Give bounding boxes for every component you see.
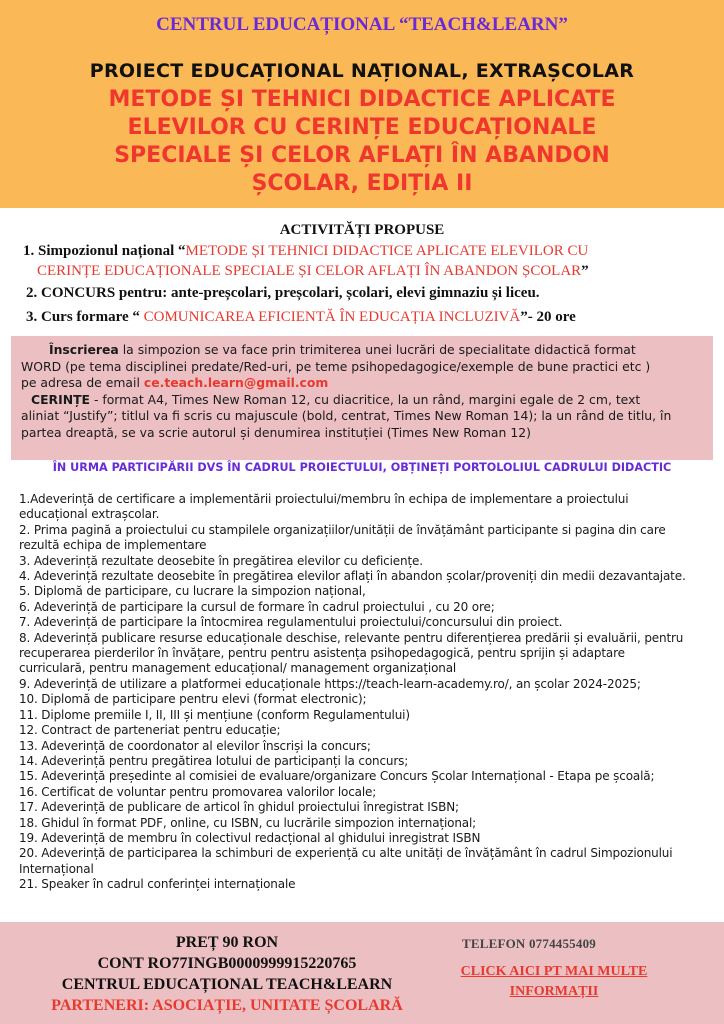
requirements-text: - format A4, Times New Roman 12, cu diacritice, la un rând, margini egale de 2 cm, text xyxy=(90,391,641,407)
benefit-item-line: 21. Speaker în cadrul conferinței internaționale xyxy=(19,877,296,892)
registration-label: Înscrierea xyxy=(49,342,119,357)
benefit-item xyxy=(19,831,719,846)
benefit-item-line: 11. Diplome premiile I, II, III și mențiune (conform Regulamentului) xyxy=(19,707,410,722)
email-address[interactable]: ce.teach.learn@gmail.com xyxy=(143,375,329,391)
benefit-item xyxy=(19,769,719,784)
benefit-item xyxy=(19,631,719,677)
requirements-line: aliniat “Justify”; titlul va fi scris cu majuscule (bold, centrat, Times New Roman 14); la un rând de titlu, în xyxy=(21,408,672,424)
benefit-item-line: recuperarea pierderilor în învățare, pentru pentru asistența psihopedagogică, pentru sprijin și adaptare xyxy=(19,646,625,661)
benefit-item xyxy=(19,584,719,599)
benefit-item-line: 20. Adeverință de participarea la schimburi de experiență cu alte unități de învățământ în cadrul Simpozionului xyxy=(19,846,673,861)
benefit-item-line: curriculară, pentru management educațional/ management organizațional xyxy=(19,661,457,676)
activity-3-title: COMUNICAREA EFICIENTĂ ÎN EDUCAȚIA INCLUZIVĂ xyxy=(139,309,521,325)
activity-1-title-cont: CERINȚE EDUCAȚIONALE SPECIALE ȘI CELOR AFLAȚI ÎN ABANDON ȘCOLAR xyxy=(37,263,582,279)
benefit-item xyxy=(19,523,719,554)
registration-email-label: pe adresa de email xyxy=(21,375,144,391)
benefit-item-line: 8. Adeverință publicare resurse educaționale deschise, relevante pentru diferențierea predării și evaluării, pentru xyxy=(19,630,684,645)
benefit-item-line: 5. Diplomă de participare, cu lucrare la simpozion național, xyxy=(19,584,366,599)
header-banner xyxy=(0,0,724,208)
more-info-link[interactable] xyxy=(446,962,662,1002)
bank-account: CONT RO77INGB0000999915220765 xyxy=(97,955,357,972)
benefit-item xyxy=(19,677,719,692)
footer-panel xyxy=(0,922,724,1024)
benefit-item xyxy=(19,615,719,630)
center-name: CENTRUL EDUCAȚIONAL “TEACH&LEARN” xyxy=(156,14,568,35)
activity-2-text: 2. CONCURS pentru: ante-preșcolari, preșcolari, școlari, elevi gimnaziu și liceu. xyxy=(26,285,540,301)
benefit-item xyxy=(19,600,719,615)
project-title-line: ELEVILOR CU CERINȚE EDUCAȚIONALE xyxy=(127,115,597,140)
benefit-item-line: 9. Adeverință de utilizare a platformei educaționale https://teach-learn-academy.ro/, an școlar 2024-2025; xyxy=(19,676,641,691)
benefit-item xyxy=(19,754,719,769)
activity-1-suffix: ” xyxy=(581,263,589,279)
project-title xyxy=(40,86,684,198)
registration-box xyxy=(11,336,713,460)
requirements-label: CERINȚE xyxy=(31,391,90,407)
price: PREȚ 90 RON xyxy=(175,934,279,951)
benefit-item xyxy=(19,785,719,800)
activity-2 xyxy=(0,283,724,303)
benefit-item xyxy=(19,846,719,877)
benefit-item xyxy=(19,554,719,569)
activities-section xyxy=(0,222,724,327)
benefit-item-line: 10. Diplomă de participare pentru elevi (format electronic); xyxy=(19,692,367,707)
benefit-item xyxy=(19,800,719,815)
registration-line: WORD (pe tema disciplinei predate/Red-uri, pe teme psihopedagogice/exemple de bune practici etc ) xyxy=(21,358,651,374)
benefit-item xyxy=(19,492,719,523)
project-title-line: ȘCOLAR, EDIȚIA II xyxy=(251,171,473,196)
activity-3-prefix: 3. Curs formare “ xyxy=(26,309,140,325)
benefit-item-line: Internațional xyxy=(19,861,94,876)
benefit-item xyxy=(19,569,719,584)
activities-heading: ACTIVITĂȚI PROPUSE xyxy=(279,222,445,238)
activity-3 xyxy=(0,307,724,327)
benefit-item-line: rezultă echipa de implementare xyxy=(19,538,207,553)
benefit-item-line: 17. Adeverință de publicare de articol în ghidul proiectului înregistrat ISBN; xyxy=(19,800,459,815)
registration-line xyxy=(21,342,703,359)
partners: PARTENERI: ASOCIAȚIE, UNITATE ȘCOLARĂ xyxy=(51,997,403,1014)
benefit-item xyxy=(19,816,719,831)
benefit-item-line: 4. Adeverință rezultate deosebite în pregătirea elevilor aflați în abandon școlar/proveniți din medii dezavantajate. xyxy=(19,569,686,584)
center-footer-name: CENTRUL EDUCAȚIONAL TEACH&LEARN xyxy=(61,976,393,993)
benefit-item-line: 16. Certificat de voluntar pentru promovarea valorilor locale; xyxy=(19,784,377,799)
benefit-item-line: 12. Contract de parteneriat pentru educație; xyxy=(19,723,281,738)
requirements-line xyxy=(21,392,703,409)
benefit-item-line: 7. Adeverință de participare la întocmirea regulamentului proiectului/concursului din proiect. xyxy=(19,615,563,630)
phone: TELEFON 0774455409 xyxy=(462,936,596,951)
benefit-item-line: 14. Adeverință pentru pregătirea lotului de participanți la concurs; xyxy=(19,753,409,768)
more-info-link-line[interactable]: CLICK AICI PT MAI MULTE xyxy=(460,964,648,979)
registration-line xyxy=(21,375,703,392)
benefit-item-line: 15. Adeverință președinte al comisiei de evaluare/organizare Concurs Școlar Internațional - Etapa pe școală; xyxy=(19,769,655,784)
activity-1-cont xyxy=(0,261,724,281)
activity-3-suffix: ”- 20 ore xyxy=(520,309,576,325)
more-info-link-line[interactable]: INFORMAȚII xyxy=(509,984,599,999)
benefit-item xyxy=(19,708,719,723)
activity-1-prefix: 1. Simpozionul național “ xyxy=(23,243,186,259)
benefit-item-line: 3. Adeverință rezultate deosebite în pregătirea elevilor cu deficiențe. xyxy=(19,553,423,568)
benefit-item-line: 2. Prima pagină a proiectului cu stampilele organizațiilor/unității de învățământ participante si pagina din care xyxy=(19,522,666,537)
activity-1-title: METODE ȘI TEHNICI DIDACTICE APLICATE ELEVILOR CU xyxy=(185,243,589,259)
activity-1 xyxy=(0,241,724,261)
registration-text: la simpozion se va face prin trimiterea unei lucrări de specialitate didactică format xyxy=(118,342,636,357)
requirements-line: partea dreaptă, se va scrie autorul și denumirea instituției (Times New Roman 12) xyxy=(21,424,531,440)
benefit-item-line: 18. Ghidul în format PDF, online, cu ISBN, cu lucrările simpozion internațional; xyxy=(19,815,477,830)
project-type: PROIECT EDUCAȚIONAL NAȚIONAL, EXTRAȘCOLAR xyxy=(89,60,635,82)
portfolio-heading: ÎN URMA PARTICIPĂRII DVS ÎN CADRUL PROIECTULUI, OBȚINEȚI PORTOLOLIUL CADRULUI DIDACTIC xyxy=(52,461,672,474)
benefit-item-line: educațional extrașcolar. xyxy=(19,507,160,522)
benefit-item xyxy=(19,692,719,707)
benefit-item-line: 6. Adeverință de participare la cursul de formare în cadrul proiectului , cu 20 ore; xyxy=(19,599,495,614)
benefit-item-line: 19. Adeverință de membru în colectivul redacțional al ghidului inregistrat ISBN xyxy=(19,830,481,845)
benefits-list xyxy=(19,492,719,893)
project-title-line: METODE ȘI TEHNICI DIDACTICE APLICATE xyxy=(108,87,616,112)
benefit-item xyxy=(19,723,719,738)
payment-info xyxy=(12,932,442,1016)
benefit-item xyxy=(19,739,719,754)
benefit-item xyxy=(19,877,719,892)
benefit-item-line: 13. Adeverință de coordonator al elevilor înscriși la concurs; xyxy=(19,738,371,753)
project-title-line: SPECIALE ȘI CELOR AFLAȚI ÎN ABANDON xyxy=(114,143,610,168)
benefit-item-line: 1.Adeverință de certificare a implementării proiectului/membru în echipa de implementare a proiectului xyxy=(19,492,629,506)
